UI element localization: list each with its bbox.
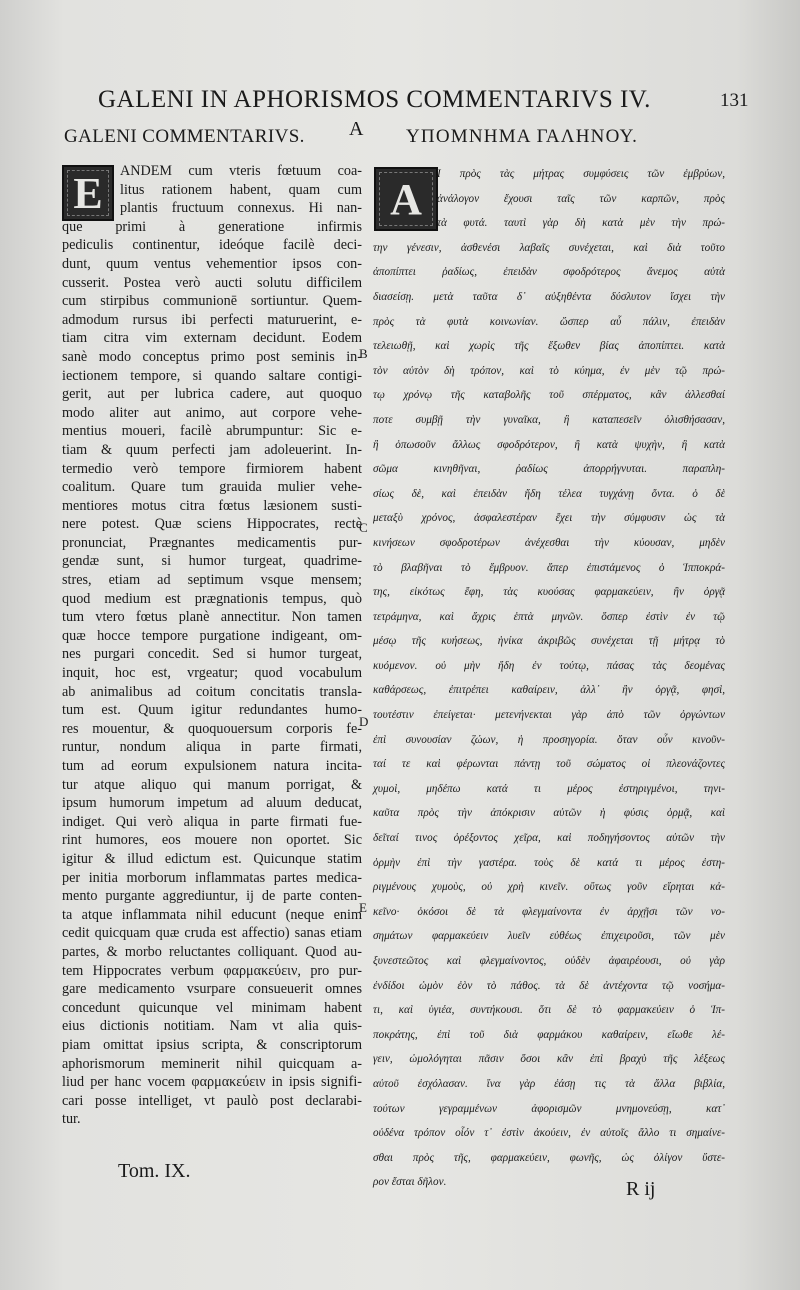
latin-line: indiget. Qui verò aliqua in parte firmati fue-	[62, 813, 362, 830]
greek-line: κεῖνο· ὁκόσοι δὲ τὰ φλεγμαίνοντα ἐν ἀρχῇσι τῶν νο-	[373, 905, 725, 918]
latin-line: rint humores, eos mouere non oportet. Sic	[62, 832, 362, 849]
greek-line: την γένεσιν, ἀσθενέσι λαβαῖς συνέχεται, καὶ διὰ τοῦτο	[373, 241, 725, 254]
latin-line: quod medium est prægnationis tempus, quò	[62, 590, 362, 607]
greek-line: καῦτα πρὸς τὴν ἀπόκρισιν αὐτῶν ἡ φύσις ὁρμᾷ, καὶ	[373, 807, 725, 820]
latin-line: partes, & morbo reluctantes colliquant. Quod au-	[62, 943, 362, 960]
latin-line: tiam & quum perfecti jam adoleuerint. In-	[62, 441, 362, 458]
greek-line: κινήσεων σφοδροτέρων ἀνέχεσθαι τὴν κύουσαν, μηδὲν	[373, 536, 725, 549]
latin-line: gare medicamento vsurpare consueuerit omnes	[62, 981, 362, 998]
latin-line: cedit quicquam quæ cruda est affectio) sanas etiam	[62, 925, 362, 942]
greek-line: τι, καὶ ὑγιέα, συντήκουσι. ὅτι δὲ τὸ φαρμακεύειν ὁ Ἱπ-	[373, 1004, 725, 1017]
greek-line: σθαι πρὸς τῆς, φαρμακεύειν, φωνῆς, ὡς ὀλίγον ὕστε-	[373, 1151, 725, 1164]
greek-line: ποκράτης, ἐπὶ τοῦ διὰ φαρμάκου καθαίρειν, εἴωθε λέ-	[373, 1028, 725, 1041]
latin-line: quæ hocce tempore purgatione indigeant, om-	[62, 627, 362, 644]
latin-line: per initia morborum inflammatas partes medica-	[62, 869, 362, 886]
greek-line: σημάτων φαρμακεύειν λυεῖν εὐθέως ἐπιχειροῦσι, τῶν μὲν	[373, 930, 725, 943]
greek-line: δεῖταί τινος ὀρέξοντος χεῖρα, καὶ ποδηγήσοντος αὐτῶν τὴν	[373, 832, 725, 845]
latin-line: aphorismorum meminerit nihil quicquam a-	[62, 1055, 362, 1072]
latin-line: tem Hippocrates verbum φαρμακεύειν, pro pur-	[62, 962, 362, 979]
greek-text-column	[373, 162, 725, 1195]
latin-drop-cap: E	[62, 165, 114, 221]
greek-line: σῶμα κινηθῆναι, ῥαδίως ἀπορρήγνυται. παραπλη-	[373, 463, 725, 476]
latin-line: piam omittat ipsius scripta, & conscriptorum	[62, 1036, 362, 1053]
latin-line: stres, etiam ad septimum vsque mensem;	[62, 572, 362, 589]
latin-line: mento purgante aggrediuntur, ij de parte conten-	[62, 888, 362, 905]
greek-column-title: ΥΠΟΜΝΗΜΑ ΓΑΛΗΝΟΥ.	[406, 126, 639, 147]
latin-line: inquit, hoc est, vrgeatur; quod vocabulum	[62, 665, 362, 682]
latin-column-title: GALENI COMMENTARIVS.	[64, 126, 305, 147]
latin-line: tum ad eorum expulsionem natura incita-	[62, 758, 362, 774]
latin-line: tum vtero fœtus planè annectitur. Non tamen	[62, 609, 362, 626]
page-number: 131	[720, 90, 749, 111]
latin-line: gerit, aut per lubrica cadere, aut quoquo	[62, 386, 362, 403]
latin-line: gendæ sunt, si humor turgeat, quadrime-	[62, 553, 362, 570]
greek-line: μεταξὺ χρόνος, ἀσφαλεστέραν ἔχει τὴν σύμφυσιν ὡς τὰ	[373, 512, 725, 525]
greek-line: ξυνεστεῶτος καὶ φλεγμαίνοντος, οὐδὲν ἀφαιρέουσι, οὐ γὰρ	[373, 955, 725, 967]
greek-line: τῳ χρόνῳ τῆς καταβολῆς τοῦ σπέρματος, κἂν ἀλλεσθαί	[373, 389, 725, 402]
margin-letter-d: D	[359, 714, 369, 729]
greek-line: τὸν αὐτὸν δὴ τρόπον, καὶ τὸ κύημα, ἐν μὲν τῷ πρώ-	[373, 364, 725, 377]
latin-line: ta atque inflammata nihil educunt (neque enim	[62, 906, 362, 923]
latin-line: ipsum humorum impetum ad aluum deducat,	[62, 795, 362, 812]
latin-line: eius dictionis notitiam. Nam vt alia quis-	[62, 1018, 362, 1035]
latin-line: dunt, quum ventus vehementior ipsos con-	[62, 255, 362, 272]
latin-text-column	[62, 162, 362, 1129]
greek-line: ἢ ὁπωσοῦν ἄλλως σφοδρότερον, ἢ κατὰ ψυχὴν, ἢ κατὰ	[373, 438, 725, 451]
greek-line: ὁρμὴν ἐπὶ τὴν γαστέρα. τοὺς δὲ κατά τι μέρος ἐστη-	[373, 856, 725, 869]
greek-line: τούτων γεγραμμένων ἀφορισμῶν μνημονεύσῃ, κατ᾽	[373, 1102, 725, 1115]
greek-line: ταί τε καὶ φέρωνται πάντῃ τοῦ σώματος οἱ πλεονάζοντες	[373, 758, 725, 771]
margin-letter-e: E	[359, 900, 367, 915]
latin-line: cum stirpibus communionē sortiuntur. Quem-	[62, 293, 362, 310]
greek-line: τὸ βλαβῆναι τὸ ἔμβρυον. ἅπερ ἐπιστάμενος ὁ Ἱπποκρά-	[373, 561, 725, 574]
greek-line: αὐτοῦ ἐσχόλασαν. ἵνα γὰρ ἐάσῃ τις τὰ ἄλλα βιβλία,	[373, 1077, 725, 1090]
latin-line: modo aliter aut animo, aut corpore vehe-	[62, 404, 362, 421]
latin-line: concedunt quicunque vel minimam habent	[62, 999, 362, 1016]
greek-line: ἐνδίδοι ὠμὸν ἐὸν τὸ πάθος. τὰ δὲ ἀντέχοντα τῷ νοσήμα-	[373, 979, 725, 992]
greek-line: τετράμηνα, καὶ ἄχρις ἑπτὰ μηνῶν. ὅσπερ ἐστὶν ἐν τῷ	[373, 610, 725, 623]
margin-letter-c: C	[359, 520, 368, 535]
running-title: GALENI IN APHORISMOS COMMENTARIVS IV.	[98, 86, 651, 113]
latin-line: ANDEM cum vteris fœtuum coa-	[120, 163, 362, 179]
greek-line: γειν, ὡμολόγηται πᾶσιν ὅσοι κἂν ἐπὶ βραχὺ τῆς λέξεως	[373, 1053, 725, 1066]
latin-line: tur atque aliquo qui manum porrigat, &	[62, 776, 362, 793]
latin-line: cari posse intelliget, vt paulò post declarabi-	[62, 1092, 362, 1109]
greek-line: χυμοὶ, μηδέπω κατά τι μέρος ἐστηριγμένοι, τηνι-	[373, 782, 725, 795]
greek-line: ριγμένους χυμοὺς, οὐ χρὴ κινεῖν. οὕτως γοῦν εἴρηται κἀ-	[373, 881, 725, 894]
latin-line: termedio verò tempore firmiorem habent	[62, 460, 362, 477]
latin-line: runtur, nondum aliqua in parte firmati,	[62, 739, 362, 756]
latin-line: mentiores motus citra fœtus læsionem susti-	[62, 497, 362, 514]
latin-line: nere potest. Quæ sciens Hippocrates, rectè	[62, 516, 362, 533]
latin-line: mentius moueri, facilè abrumpuntur: Sic e-	[62, 423, 362, 440]
greek-line: τὰ φυτά. ταυτὶ γὰρ δὴ κατὰ μὲν τὴν πρώ-	[437, 217, 725, 230]
greek-line: της, εἰκότως ἔφη, τὰς κυούσας φαρμακεύειν, ἢν ὀργᾷ	[373, 586, 725, 599]
margin-letter-a: A	[349, 118, 364, 140]
latin-line: liud per hanc vocem φαρμακεύειν in ipsis signifi-	[62, 1074, 362, 1091]
latin-line: tiam citra vim externam decidunt. Eodem	[62, 330, 362, 347]
greek-line: καθάρσεως, ἐπιτρέπει καθαίρειν, ἀλλ᾽ ἢν ὀργᾷ, φησὶ,	[373, 684, 725, 697]
margin-letter-b: B	[359, 346, 368, 361]
volume-label: Tom. IX.	[118, 1160, 191, 1182]
latin-line: tur.	[62, 1111, 81, 1128]
greek-line: ποτε συμβῇ τὴν γυναῖκα, ἢ καταπεσεῖν ὀλισθήσασαν,	[373, 413, 725, 426]
latin-line: cusserit. Postea verò aucti solutu difficilem	[62, 274, 362, 291]
greek-line: ρον ἔσται δῆλον.	[373, 1176, 447, 1189]
latin-line: iectionem tempore, si quando saltare contigi-	[62, 367, 362, 384]
latin-line: sanè modo conceptus primo post seminis in-	[62, 348, 362, 365]
latin-line: coalitum. Quare tum grauida mulier vehe-	[62, 479, 362, 496]
greek-line: διασείσῃ. μετὰ ταῦτα δ᾽ αὐξηθέντα δύσλυτον ἴσχει τὴν	[373, 290, 725, 303]
greek-line: πρὸς τὰ φυτὰ κοινωνίαν. ὥσπερ αὖ πάλιν, ἐπειδὰν	[373, 315, 725, 328]
greek-line: οὐδένα τρόπον οἷόν τ᾽ ἐστὶν ἀκούειν, ἐν αὐτοῖς ἄλλο τι σημαίνε-	[373, 1127, 725, 1140]
greek-line: μέσῳ τῆς κυήσεως, ἡνίκα ἀκριβῶς συνέχεται τῇ μήτρᾳ τὸ	[373, 635, 725, 648]
latin-line: tum est. Quum igitur redundantes humo-	[62, 702, 362, 719]
greek-line: τουτέστιν ἐπείγεται· μετενήνεκται γὰρ ἀπὸ τῶν ὀργώντων	[373, 709, 725, 722]
greek-line: ἀνάλογον ἔχουσι ταῖς τῶν καρπῶν, πρὸς	[437, 192, 725, 205]
signature-mark: R ij	[626, 1178, 656, 1200]
latin-line: ab animalibus ad coitum concitatis transla-	[62, 683, 362, 700]
latin-line: litus rationem habent, quam cum	[120, 181, 362, 198]
latin-line: que primi à generatione infirmis	[62, 218, 362, 235]
greek-line: ἀποπίπτει ῥαδίως, ἐπειδὰν σφοδρότερος ἄνεμος αὐτὰ	[373, 266, 725, 279]
latin-line: igitur & illud edictum est. Quicunque statim	[62, 850, 362, 867]
latin-line: admodum rursus ibi perfecti maturuerint, e-	[62, 311, 362, 328]
greek-line: κυόμενον. οὐ μὴν ἤδη ἐν τούτῳ, πάσας τὰς δεομένας	[373, 659, 725, 672]
latin-line: res mouentur, & quoquouersum corporis fe-	[62, 720, 362, 737]
greek-line: Ι πρὸς τὰς μήτρας συμφύσεις τῶν ἐμβρύων,	[437, 168, 725, 180]
greek-line: ἐπὶ συνουσίαν ζώων, ἡ προσηγορία. ὅταν οὖν κινοῦν-	[373, 733, 725, 746]
greek-line: σίως δὲ, καὶ ἐπειδὰν ἤδη τέλεα τυγχάνῃ ὄντα. ὁ δὲ	[373, 487, 725, 500]
latin-line: pronunciat, Prægnantes medicamentis pur-	[62, 534, 362, 551]
greek-line: τελειωθῇ, καὶ χωρὶς τῆς ἔξωθεν βίας ἀποπίπτει. κατὰ	[373, 340, 725, 353]
latin-line: plantis fructuum connexus. Hi nan-	[120, 200, 362, 217]
latin-line: pediculis continentur, ideóque facilè deci-	[62, 237, 362, 254]
latin-line: nes purgari concedit. Sed si humor turgeat,	[62, 646, 362, 663]
greek-drop-cap: A	[374, 167, 438, 231]
